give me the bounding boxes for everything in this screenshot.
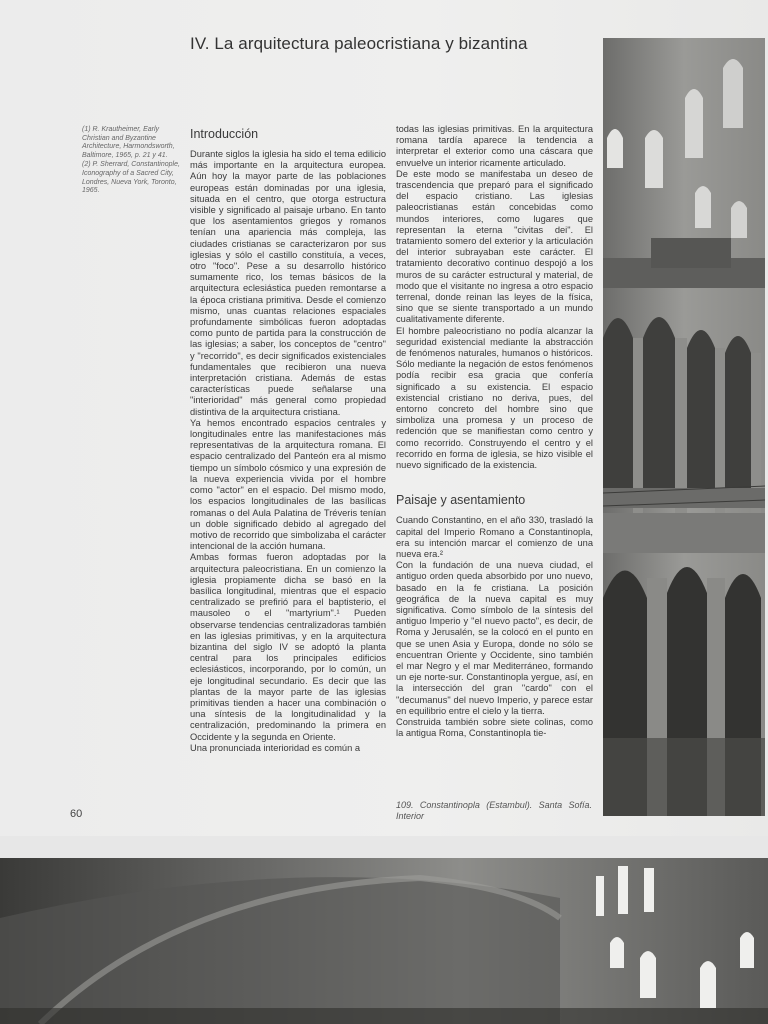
footnote-2: (2) P. Sherrard, Constantinople, Iconography of a Sacred City, Londres, Nueva York, Toronto, 1965. [82, 161, 180, 195]
paragraph: Con la fundación de una nueva ciudad, el antiguo orden queda absorbido por uno nuevo, basado en la fe cristiana. La posición geográfica de la nueva capital es muy significativa. Como símbolo de la síntesis del antiguo Imperio y "el nuevo pacto", es decir, de Roma y Jerusalén, se la colocó en el punto en que se unen Asia y Europa, donde no sólo se encuentran Oriente y Occidente, sino también el mar Negro y el mar Mediterráneo, formando un eje norte-sur. Constantinopla yergue, así, en la intersección del gran "cardo" con el "decumanus" del nuevo Imperio, y parece estar en equilibrio entre el cielo y la tierra. [396, 560, 593, 716]
paragraph: Ambas formas fueron adoptadas por la arquitectura paleocristiana. En un comienzo la iglesia propiamente dicha se basó en la basílica longitudinal, mientras que el espacio centralizado se prefirió para el baptisterio, el mausoleo o el "martyrium".¹ Pueden observarse tendencias centralizadoras también en las iglesias primitivas, y en la arquitectura bizantina del siglo IV se adoptó la planta central para los principales edificios eclesiásticos, incorporando, por lo común, un eje longitudinal secundario. Es decir que las plantas de la mayor parte de las iglesias primitivas tienden a hacer una combinación o una síntesis de la longitudinalidad y la centralización, predominando la primera en Occidente y la segunda en Oriente. [190, 552, 386, 742]
chapter-title: IV. La arquitectura paleocristiana y bizantina [190, 34, 528, 53]
section-heading-paisaje: Paisaje y asentamiento [396, 493, 526, 508]
footnote-1: (1) R. Krautheimer, Early Christian and Byzantine Architecture, Harmondsworth, Baltimore, 1965, p. 21 y 41. [82, 126, 175, 159]
santa-sofia-interior-photo [603, 38, 765, 816]
paragraph: Ya hemos encontrado espacios centrales y longitudinales entre las manifestaciones más representativas de la arquitectura romana. El espacio centralizado del Panteón era al mismo tiempo un símbolo cósmico y una expresión de la nueva experiencia vivida por el hombre como "actor" en el espacio. Del mismo modo, los espacios longitudinales de las basílicas romanas o del Aula Palatina de Tréveris tenían un doble significado debido al agregado del motivo de recorrido que simbolizaba el carácter intencional de la acción humana. [190, 417, 386, 552]
figure-caption: 109. Constantinopla (Estambul). Santa Sofía. Interior [396, 800, 592, 821]
paragraph: Durante siglos la iglesia ha sido el tema edilicio más importante en la arquitectura europea. Aún hoy la mayor parte de las poblaciones europeas están dominadas por una iglesia, situada en el centro, que otorga estructura visible y significado al paisaje urbano. En tanto que los asentamientos griegos y romanos tenían una apariencia más compleja, las ciudades cristianas se caracterizaron por sus iglesias y sólo el castillo constituía, a veces, otro "foco". Pese a su desarrollo histórico sumamente rico, los temas básicos de la arquitectura eclesiástica pueden remontarse a la época cristiana primitiva. Desde el comienzo mismo, unas cuantas relaciones espaciales profundamente simbólicas fueron adoptadas como punto de partida para la construcción de las iglesias; a saber, los conceptos de "centro" y "recorrido", es decir significados existenciales fundamentales que recibieron una nueva interpretación cristiana. Además de estas características puede señalarse una "interioridad" más general como propiedad distintiva de la arquitectura cristiana. [190, 149, 386, 417]
text-column-right [396, 124, 593, 739]
page-number: 60 [70, 808, 83, 820]
paragraph: Cuando Constantino, en el año 330, trasladó la capital del Imperio Romano a Constantinopla, era su intención marcar el comienzo de una nueva era.² [396, 515, 593, 559]
text-column-left [190, 127, 386, 754]
paragraph: Una pronunciada interioridad es común a [190, 742, 361, 753]
footnotes [82, 126, 182, 197]
paragraph: El hombre paleocristiano no podía alcanzar la seguridad existencial mediante la abstracción de fenómenos naturales, humanos o históricos. Sólo mediante la negación de estos fenómenos podía recibir esa gracia que confería significado a su existencia. El espacio existencial cristiano no deriva, pues, del entorno concreto del hombre sino que simboliza una promesa y un proceso de redención que se manifiestan como centro y como recorrido. Construyendo el centro y el recorrido en forma de iglesia, se hizo visible el nuevo significado de la existencia. [396, 325, 593, 471]
section-heading-introduccion: Introducción [190, 127, 259, 141]
paragraph: todas las iglesias primitivas. En la arquitectura romana tardía aparece la tendencia a interpretar el exterior como una cáscara que envuelve un interior ricamente articulado. [396, 124, 593, 168]
paragraph: De este modo se manifestaba un deseo de trascendencia que preparó para el significado del espacio cristiano. Las iglesias paleocristianas están concebidas como mundos interiores, como lugares que representan la eterna "civitas dei". El tratamiento somero del exterior y la articulación del interior subrayaban este carácter. El tratamiento decorativo continuo despojó a los muros de su carácter estructural y material, de modo que el visitante no ingresa a otro espacio terrenal, donde reinan las leyes de la física, sino que se siente transportado a un mundo cualitativamente diferente. [396, 168, 593, 325]
page-gap [0, 836, 768, 858]
dome-interior-photo [0, 858, 768, 1024]
paragraph: Construida también sobre siete colinas, como la antigua Roma, Constantinopla tie- [396, 716, 593, 739]
